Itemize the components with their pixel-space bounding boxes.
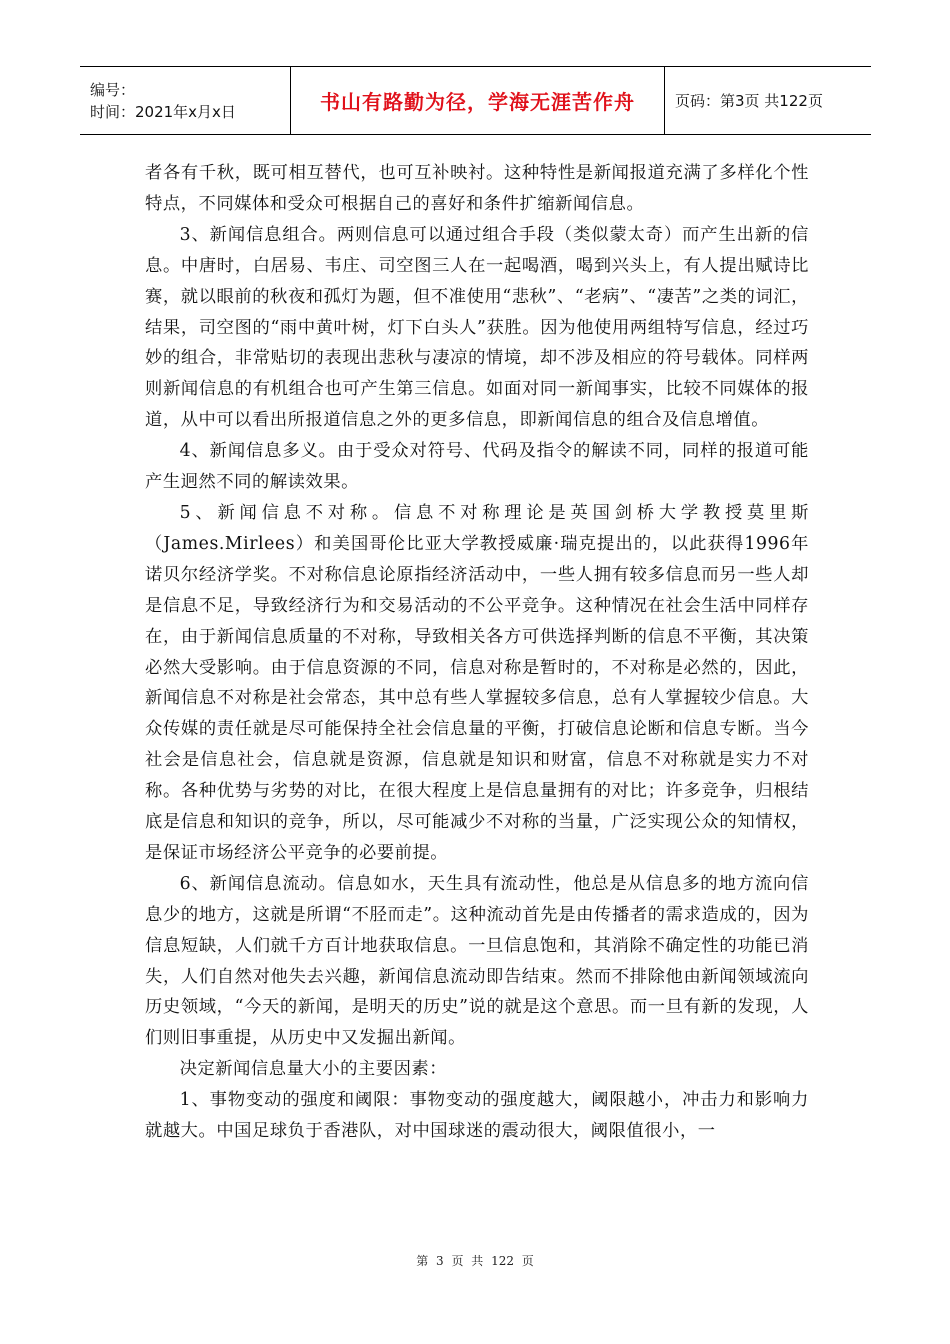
body-paragraph: 者各有千秋，既可相互替代，也可互补映衬。这种特性是新闻报道充满了多样化个性特点，不同媒体和受众可根据自己的喜好和条件扩缩新闻信息。 (145, 163, 809, 214)
body-paragraph: 4、新闻信息多义。由于受众对符号、代码及指令的解读不同，同样的报道可能产生迥然不同的解读效果。 (145, 441, 809, 493)
page-footer: 第 3 页 共 122 页 (416, 1254, 534, 1268)
header-page-info: 页码：第3页 共122页 (665, 67, 872, 135)
body-paragraph: 3、新闻信息组合。两则信息可以通过组合手段（类似蒙太奇）而产生出新的信息。中唐时，白居易、韦庄、司空图三人在一起喝酒，喝到兴头上，有人提出赋诗比赛，就以眼前的秋夜和孤灯为题，但不准使用“悲秋”、“老病”、“凄苦”之类的词汇，结果，司空图的“雨中黄叶树，灯下白头人”获胜。因为他使用两组特写信息，经过巧妙的组合，非常贴切的表现出悲秋与凄凉的情境，却不涉及相应的符号载体。同样两则新闻信息的有机组合也可产生第三信息。如面对同一新闻事实，比较不同媒体的报道，从中可以看出所报道信息之外的更多信息，即新闻信息的组合及信息增值。 (145, 224, 809, 431)
header-meta-cell (80, 67, 291, 135)
body-paragraph: 6、新闻信息流动。信息如水，天生具有流动性，他总是从信息多的地方流向信息少的地方，这就是所谓“不胫而走”。这种流动首先是由传播者的需求造成的，因为信息短缺，人们就千方百计地获取信息。一旦信息饱和，其消除不确定性的功能已消失，人们自然对他失去兴趣，新闻信息流动即告结束。然而不排除他由新闻领域流向历史领域，“今天的新闻，是明天的历史”说的就是这个意思。而一旦有新的发现，人们则旧事重提，从历史中又发掘出新闻。 (145, 873, 809, 1049)
body-paragraph: 5、新闻信息不对称。信息不对称理论是英国剑桥大学教授莫里斯（James.Mirlees）和美国哥伦比亚大学教授威廉·瑞克提出的，以此获得1996年诺贝尔经济学奖。不对称信息论原指经济活动中，一些人拥有较多信息而另一些人却是信息不足，导致经济行为和交易活动的不公平竞争。这种情况在社会生活中同样存在，由于新闻信息质量的不对称，导致相关各方可供选择判断的信息不平衡，其决策必然大受影响。由于信息资源的不同，信息对称是暂时的，不对称是必然的，因此，新闻信息不对称是社会常态，其中总有些人掌握较多信息，总有人掌握较少信息。大众传媒的责任就是尽可能保持全社会信息量的平衡，打破信息论断和信息专断。当今社会是信息社会，信息就是资源，信息就是知识和财富，信息不对称就是实力不对称。各种优势与劣势的对比，在很大程度上是信息量拥有的对比；许多竞争，归根结底是信息和知识的竞争，所以，尽可能减少不对称的当量，广泛实现公众的知情权，是保证市场经济公平竞争的必要前提。 (145, 502, 809, 863)
section-heading: 决定新闻信息量大小的主要因素： (179, 1059, 448, 1080)
header-table (80, 66, 871, 135)
header-motto: 书山有路勤为径，学海无涯苦作舟 (291, 67, 665, 135)
document-body (145, 158, 809, 1147)
document-date-label: 时间：2021年x月x日 (90, 102, 236, 121)
body-paragraph: 1、事物变动的强度和阈限：事物变动的强度越大，阈限越小，冲击力和影响力就越大。中国足球负于香港队，对中国球迷的震动很大，阈限值很小，一 (145, 1090, 809, 1142)
document-number-label: 编号： (90, 80, 136, 99)
